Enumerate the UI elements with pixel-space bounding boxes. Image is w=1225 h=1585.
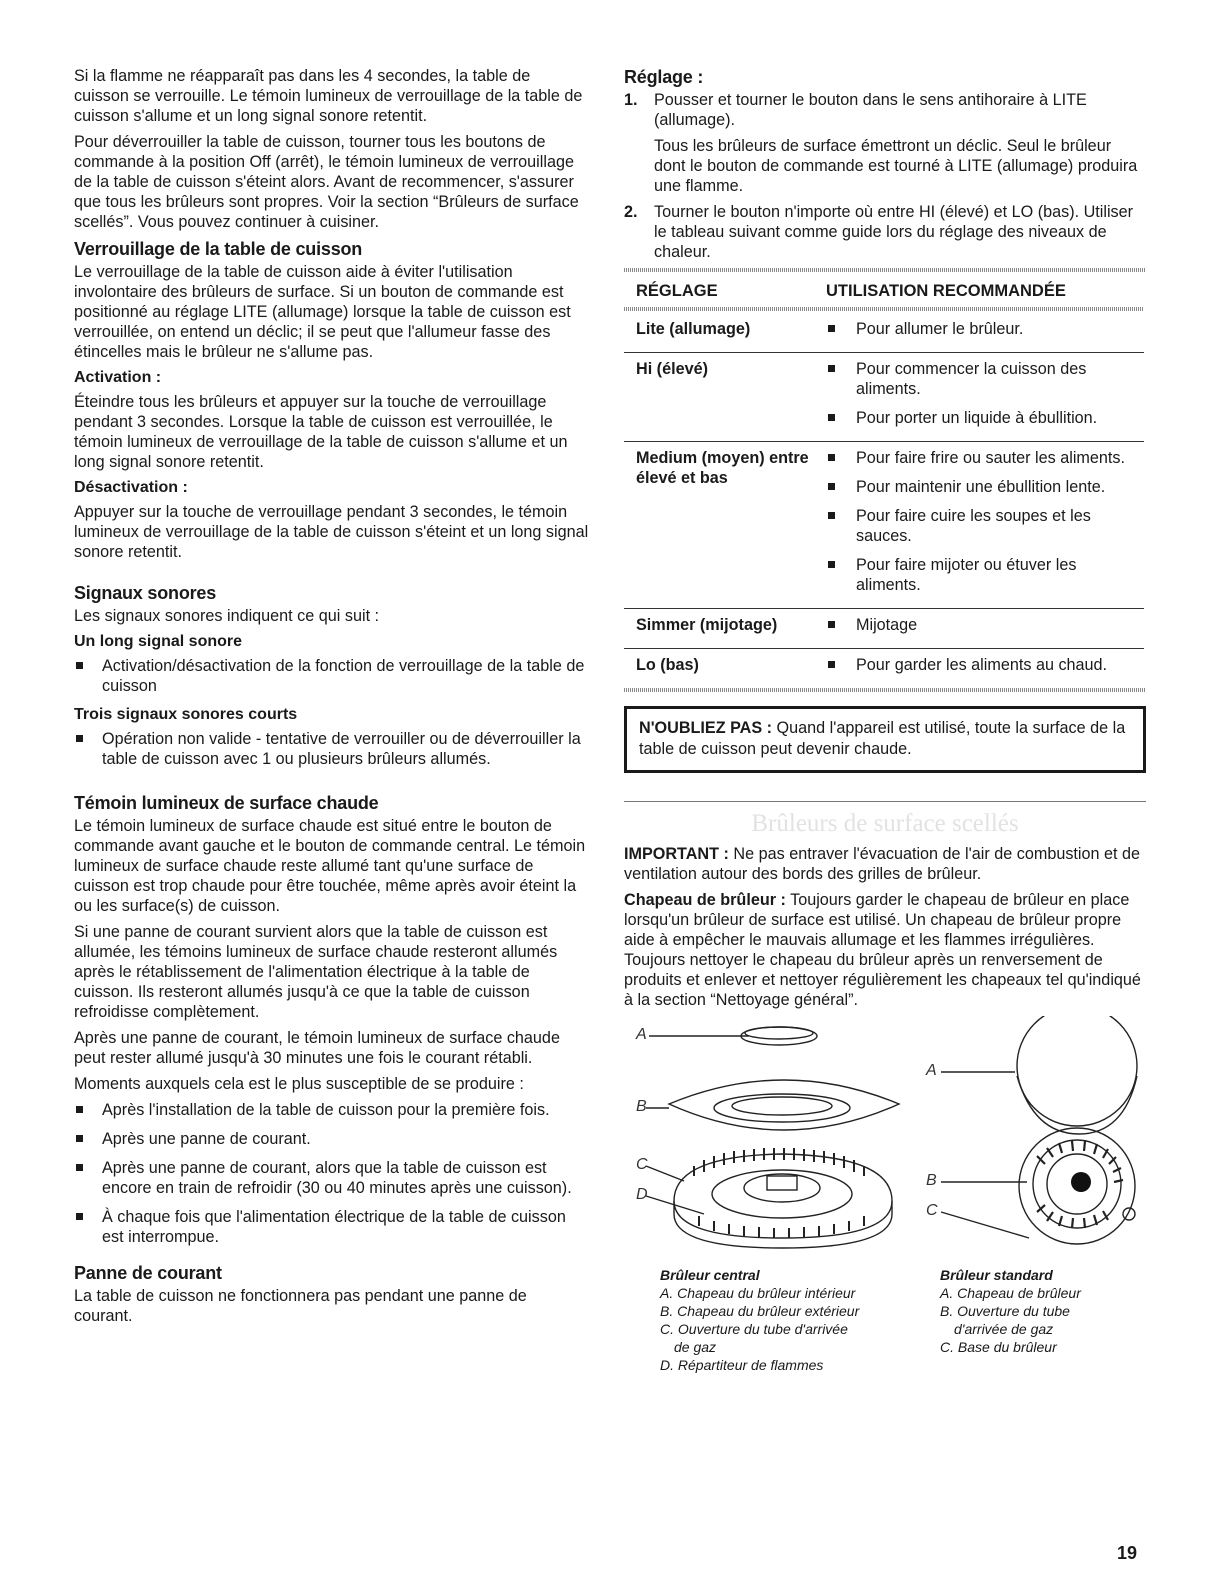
setting-uses: [814, 442, 1144, 609]
paragraph-signals-intro: Les signaux sonores indiquent ce qui suit :: [74, 607, 380, 625]
list-item: Après une panne de courant.: [74, 1129, 589, 1149]
setting-name: Lo (bas): [636, 656, 699, 674]
heading-setting: Réglage :: [624, 67, 704, 87]
caption-item: C. Ouverture du tube d'arrivée: [660, 1321, 848, 1337]
use-item: Pour porter un liquide à ébullition.: [826, 408, 1144, 428]
setting-name: Lite (allumage): [624, 313, 814, 353]
reminder-label: N'OUBLIEZ PAS :: [639, 719, 773, 737]
paragraph-hot-4: Moments auxquels cela est le plus susceptible de se produire :: [74, 1075, 524, 1093]
label-central-d: D: [636, 1186, 648, 1203]
step-number: 2.: [624, 203, 638, 221]
settings-table: [624, 278, 1144, 688]
heading-activation: Activation :: [74, 369, 162, 386]
heading-hot-surface: Témoin lumineux de surface chaude: [74, 793, 379, 813]
caption-item: A. Chapeau de brûleur: [940, 1285, 1081, 1301]
heading-signals: Signaux sonores: [74, 583, 217, 603]
use-item: Pour commencer la cuisson des aliments.: [826, 359, 1144, 399]
label-standard-a: A: [926, 1062, 937, 1079]
step-item: [624, 202, 1146, 262]
caption-item: D. Répartiteur de flammes: [660, 1357, 824, 1373]
setting-steps: [624, 90, 1146, 262]
setting-uses: [814, 649, 1144, 689]
heading-cooktop-lock: Verrouillage de la table de cuisson: [74, 239, 363, 259]
step-item: [624, 90, 1146, 196]
label-central-c: C: [636, 1156, 648, 1173]
caption-item: B. Chapeau du brûleur extérieur: [660, 1303, 860, 1319]
paragraph-unlock: Pour déverrouiller la table de cuisson, tourner tous les boutons de commande à la position Off (arrêt), le témoin lumineux de verrouillage de la table de cuisson s'éteint alors. Avant de recommencer, s'assurer que tous les brûleurs sont propres. Voir la section “Brûleurs de surface scellés”. Vous pouvez continuer à cuisiner.: [74, 133, 579, 231]
important-text: Ne pas entraver l'évacuation de l'air de combustion et de ventilation autour des bords des grilles de brûleur.: [624, 845, 1141, 883]
caption-central-title: Brûleur central: [660, 1267, 760, 1283]
use-item: Pour faire cuire les soupes et les sauces.: [826, 506, 1144, 546]
setting-name: Hi (élevé): [624, 353, 814, 442]
use-item: Pour allumer le brûleur.: [826, 319, 1144, 339]
use-item: Pour faire frire ou sauter les aliments.: [826, 448, 1144, 468]
table-row: [624, 649, 1144, 689]
list-item: À chaque fois que l'alimentation électrique de la table de cuisson est interrompue.: [74, 1207, 589, 1247]
use-item: Pour maintenir une ébullition lente.: [826, 477, 1144, 497]
paragraph-lock-info: Le verrouillage de la table de cuisson aide à éviter l'utilisation involontaire des brûleurs de surface. Si un bouton de commande est positionné au réglage LITE (allumage) lorsque la table de cuisson est verrouillée, on entend un déclic; il se peut que l'allumeur fasse des étincelles mais le brûleur ne s'allume pas.: [74, 263, 571, 361]
paragraph-flame-lock: Si la flamme ne réapparaît pas dans les 4 secondes, la table de cuisson se verrouille. Le témoin lumineux de verrouillage de la table de cuisson s'allume et un long signal sonore retentit.: [74, 67, 583, 125]
caption-item: d'arrivée de gaz: [954, 1321, 1054, 1337]
caption-standard-title: Brûleur standard: [940, 1267, 1053, 1283]
step-number: 1.: [624, 91, 638, 109]
label-standard-b: B: [926, 1172, 937, 1189]
burner-cap-label: Chapeau de brûleur :: [624, 891, 786, 909]
step-text: Pousser et tourner le bouton dans le sens antihoraire à LITE (allumage).: [654, 91, 1087, 129]
setting-name: Medium (moyen) entre élevé et bas: [624, 442, 814, 609]
setting-name: Simmer (mijotage): [624, 609, 814, 649]
table-row: [624, 609, 1144, 649]
right-column: [624, 66, 1146, 1396]
standard-burner-illustration: [919, 1016, 1149, 1266]
paragraph-activation: Éteindre tous les brûleurs et appuyer sur la touche de verrouillage pendant 3 secondes. Lorsque la table de cuisson est verrouillée, le témoin lumineux de verrouillage de la table de cuisson s'allume et un long signal sonore retentit.: [74, 393, 568, 471]
setting-uses: [814, 313, 1144, 353]
table-row: [624, 442, 1144, 609]
setting-uses: [814, 353, 1144, 442]
paragraph-deactivation: Appuyer sur la touche de verrouillage pendant 3 secondes, le témoin lumineux de verrouillage de la table de cuisson s'éteint et un long signal sonore retentit.: [74, 503, 589, 561]
use-item: Pour faire mijoter ou étuver les aliments.: [826, 555, 1144, 595]
central-burner-illustration: [624, 1016, 944, 1266]
table-header-row: [624, 278, 1144, 307]
table-header-use: UTILISATION RECOMMANDÉE: [826, 282, 1066, 300]
table-row: [624, 313, 1144, 353]
list-item: Après une panne de courant, alors que la table de cuisson est encore en train de refroidir (30 ou 40 minutes après une cuisson).: [74, 1158, 589, 1198]
label-central-a: A: [636, 1026, 647, 1043]
page-number: 19: [1117, 1543, 1138, 1563]
reminder-text: Quand l'appareil est utilisé, toute la surface de la table de cuisson peut devenir chaude.: [639, 719, 1126, 758]
step-text: Tourner le bouton n'importe où entre HI (élevé) et LO (bas). Utiliser le tableau suivant comme guide lors du réglage des niveaux de chaleur.: [654, 203, 1134, 261]
label-central-b: B: [636, 1098, 647, 1115]
paragraph-important: [624, 844, 1146, 884]
paragraph-hot-3: Après une panne de courant, le témoin lumineux de surface chaude peut rester allumé jusqu'à 30 minutes une fois le courant rétabli.: [74, 1029, 560, 1067]
paragraph-hot-1: Le témoin lumineux de surface chaude est situé entre le bouton de commande avant gauche et le bouton de commande central. Le témoin lumineux de surface chaude reste allumé tant qu'une surface de cuisson est trop chaude pour être touchée, même après avoir éteint la ou les surface(s) de cuisson.: [74, 817, 586, 915]
burner-cap-text: Toujours garder le chapeau de brûleur en place lorsqu'un brûleur de surface est utilisé. Un chapeau de brûleur propre aide à empêcher le mauvais allumage et les flammes irrégulières. Toujours nettoyer le chapeau du brûleur après un renversement de produits et enlever et nettoyer régulièrement les chapeaux tel qu'indiqué à la section “Nettoyage général”.: [624, 891, 1141, 1009]
list-item: Opération non valide - tentative de verrouiller ou de déverrouiller la table de cuisson avec 1 ou plusieurs brûleurs allumés.: [74, 729, 589, 769]
burner-figure: [624, 1016, 1146, 1266]
setting-uses: [814, 609, 1144, 649]
caption-item: C. Base du brûleur: [940, 1339, 1057, 1355]
heading-long-signal: Un long signal sonore: [74, 633, 243, 650]
caption-item: de gaz: [674, 1339, 717, 1355]
caption-item: B. Ouverture du tube: [940, 1303, 1070, 1319]
heading-power-failure: Panne de courant: [74, 1263, 222, 1283]
heading-deactivation: Désactivation :: [74, 479, 188, 496]
important-label: IMPORTANT :: [624, 845, 729, 863]
left-column: [74, 66, 589, 1332]
list-item: Activation/désactivation de la fonction de verrouillage de la table de cuisson: [74, 656, 589, 696]
caption-central-burner: [660, 1266, 930, 1374]
heading-short-signals: Trois signaux sonores courts: [74, 706, 298, 723]
paragraph-hot-2: Si une panne de courant survient alors que la table de cuisson est allumée, les témoins lumineux de surface chaude resteront allumés après le rétablissement de l'alimentation électrique à la table de cuisson. Ils resteront allumés jusqu'à ce que la table de cuisson refroidisse complètement.: [74, 923, 558, 1021]
list-item: Après l'installation de la table de cuisson pour la première fois.: [74, 1100, 589, 1120]
paragraph-burner-cap: [624, 890, 1146, 1010]
use-item: Mijotage: [826, 615, 1144, 635]
section-title-sealed-burners: Brûleurs de surface scellés: [751, 810, 1019, 837]
use-item: Pour garder les aliments au chaud.: [826, 655, 1144, 675]
paragraph-power-failure: La table de cuisson ne fonctionnera pas pendant une panne de courant.: [74, 1287, 527, 1325]
table-row: [624, 353, 1144, 442]
reminder-box: [624, 706, 1146, 773]
table-header-setting: RÉGLAGE: [636, 282, 718, 300]
caption-standard-burner: [940, 1266, 1140, 1356]
caption-item: A. Chapeau du brûleur intérieur: [660, 1285, 856, 1301]
step-extra: Tous les brûleurs de surface émettront un déclic. Seul le brûleur dont le bouton de commande est tourné à LITE (allumage) produira une flamme.: [654, 137, 1138, 195]
label-standard-c: C: [926, 1202, 938, 1219]
section-divider: [624, 801, 1146, 802]
